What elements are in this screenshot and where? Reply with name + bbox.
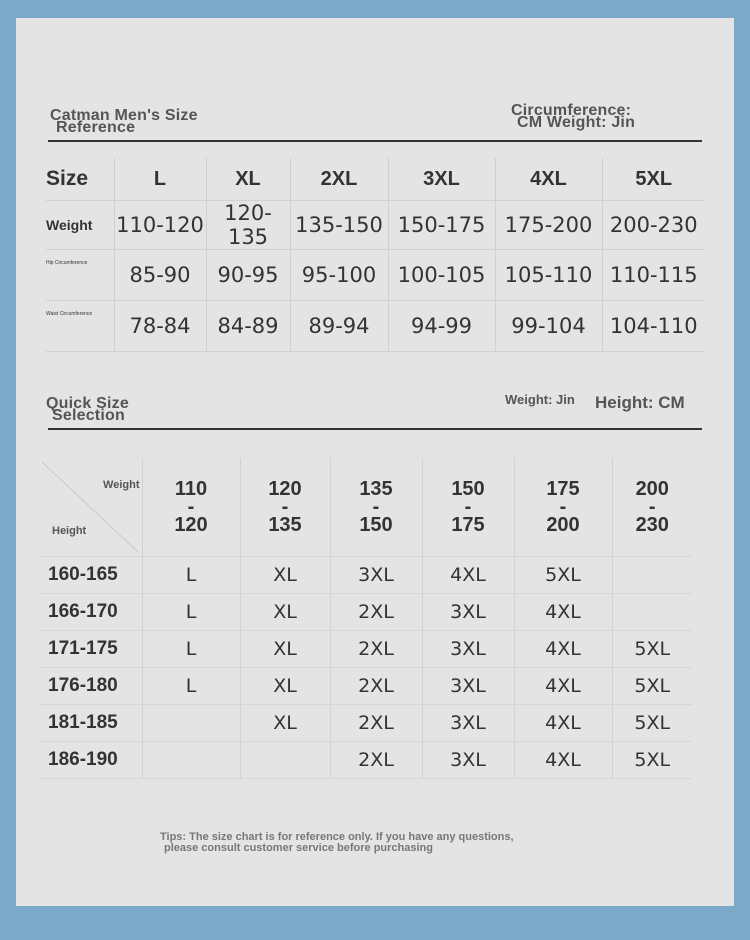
size-cell: 4XL <box>514 668 612 705</box>
size-cell: 4XL <box>422 557 514 594</box>
size-cell <box>612 557 692 594</box>
size-cell: XL <box>240 557 330 594</box>
reference-row-label: Weight <box>46 201 114 250</box>
weight-range-sep: - <box>464 496 472 518</box>
reference-row-label: Waist Circumference <box>46 301 114 352</box>
size-cell: 3XL <box>422 631 514 668</box>
size-cell: 5XL <box>612 631 692 668</box>
quick-unit-height: Height: CM <box>595 393 685 412</box>
reference-value: 99-104 <box>495 301 602 352</box>
weight-range-bottom: 200 <box>546 514 580 536</box>
weight-range-top: 150 <box>451 478 485 500</box>
weight-range-header <box>240 458 330 557</box>
reference-title: Catman Men's Size Reference <box>50 107 198 136</box>
quick-size-table <box>38 458 692 779</box>
size-cell: L <box>142 594 240 631</box>
weight-range-top: 110 <box>174 478 208 500</box>
reference-header-row <box>46 158 705 201</box>
quick-divider <box>48 428 702 430</box>
size-cell <box>240 742 330 779</box>
size-chart-card <box>16 18 734 906</box>
size-cell: XL <box>240 594 330 631</box>
quick-row <box>38 594 692 631</box>
quick-row <box>38 705 692 742</box>
size-cell: L <box>142 631 240 668</box>
size-header-4xl: 4XL <box>495 158 602 201</box>
reference-value: 78-84 <box>114 301 206 352</box>
size-cell: L <box>142 557 240 594</box>
reference-value: 150-175 <box>388 201 495 250</box>
size-cell: 5XL <box>514 557 612 594</box>
weight-range-header <box>142 458 240 557</box>
size-cell: L <box>142 668 240 705</box>
reference-value: 200-230 <box>602 201 705 250</box>
size-reference-table <box>46 158 705 352</box>
size-cell: 2XL <box>330 631 422 668</box>
size-header-3xl: 3XL <box>388 158 495 201</box>
quick-row <box>38 668 692 705</box>
reference-value: 135-150 <box>290 201 388 250</box>
size-header-5xl: 5XL <box>602 158 705 201</box>
size-cell: 3XL <box>422 742 514 779</box>
size-cell: XL <box>240 631 330 668</box>
size-cell: 2XL <box>330 668 422 705</box>
reference-divider <box>48 140 702 142</box>
reference-row <box>46 301 705 352</box>
size-cell: XL <box>240 668 330 705</box>
size-header-xl: XL <box>206 158 290 201</box>
quick-unit-weight: Weight: Jin <box>505 392 575 407</box>
size-cell: 2XL <box>330 594 422 631</box>
height-range-label: 176-180 <box>38 668 142 705</box>
size-cell: 5XL <box>612 668 692 705</box>
weight-range-header <box>514 458 612 557</box>
size-header-label: Size <box>46 158 114 201</box>
corner-weight-label: Weight <box>103 479 140 491</box>
size-cell <box>612 594 692 631</box>
size-cell: 4XL <box>514 742 612 779</box>
reference-value: 110-120 <box>114 201 206 250</box>
height-range-label: 186-190 <box>38 742 142 779</box>
height-range-label: 181-185 <box>38 705 142 742</box>
quick-row <box>38 742 692 779</box>
quick-row <box>38 557 692 594</box>
reference-value: 105-110 <box>495 250 602 301</box>
size-cell <box>142 705 240 742</box>
size-header-2xl: 2XL <box>290 158 388 201</box>
reference-value: 85-90 <box>114 250 206 301</box>
weight-range-sep: - <box>281 496 289 518</box>
weight-range-sep: - <box>648 496 656 518</box>
reference-value: 100-105 <box>388 250 495 301</box>
weight-range-bottom: 120 <box>174 514 208 536</box>
weight-range-bottom: 150 <box>359 514 393 536</box>
weight-range-bottom: 230 <box>635 514 669 536</box>
weight-range-top: 200 <box>635 478 669 500</box>
reference-row-label: Hip Circumference <box>46 250 114 301</box>
size-cell: 3XL <box>422 705 514 742</box>
reference-value: 84-89 <box>206 301 290 352</box>
size-cell <box>142 742 240 779</box>
reference-value: 104-110 <box>602 301 705 352</box>
height-range-label: 171-175 <box>38 631 142 668</box>
reference-value: 90-95 <box>206 250 290 301</box>
size-cell: 3XL <box>330 557 422 594</box>
weight-range-header <box>612 458 692 557</box>
size-cell: 5XL <box>612 742 692 779</box>
reference-row <box>46 201 705 250</box>
size-cell: 2XL <box>330 742 422 779</box>
size-cell: 4XL <box>514 705 612 742</box>
weight-range-sep: - <box>559 496 567 518</box>
corner-height-label: Height <box>52 525 87 537</box>
reference-row <box>46 250 705 301</box>
weight-range-top: 175 <box>546 478 580 500</box>
reference-value: 94-99 <box>388 301 495 352</box>
tips-note: Tips: The size chart is for reference only. If you have any questions, please consult customer service before purchasing <box>160 831 514 854</box>
weight-range-sep: - <box>187 496 195 518</box>
height-range-label: 160-165 <box>38 557 142 594</box>
size-cell: 2XL <box>330 705 422 742</box>
quick-header-row <box>38 458 692 557</box>
reference-value: 110-115 <box>602 250 705 301</box>
weight-range-sep: - <box>372 496 380 518</box>
reference-units: Circumference: CM Weight: Jin <box>511 102 636 131</box>
reference-value: 175-200 <box>495 201 602 250</box>
reference-value: 95-100 <box>290 250 388 301</box>
size-cell: 3XL <box>422 668 514 705</box>
reference-value: 89-94 <box>290 301 388 352</box>
weight-range-header <box>422 458 514 557</box>
height-range-label: 166-170 <box>38 594 142 631</box>
corner-cell <box>38 458 142 557</box>
size-cell: 5XL <box>612 705 692 742</box>
size-cell: XL <box>240 705 330 742</box>
weight-range-top: 120 <box>268 478 302 500</box>
weight-range-top: 135 <box>359 478 393 500</box>
corner-diagonal <box>38 458 142 556</box>
weight-range-bottom: 135 <box>268 514 302 536</box>
size-cell: 4XL <box>514 631 612 668</box>
size-cell: 4XL <box>514 594 612 631</box>
size-header-l: L <box>114 158 206 201</box>
quick-title: Quick Size Selection <box>46 395 129 424</box>
weight-range-header <box>330 458 422 557</box>
size-cell: 3XL <box>422 594 514 631</box>
quick-row <box>38 631 692 668</box>
reference-value: 120-135 <box>206 201 290 250</box>
weight-range-bottom: 175 <box>451 514 485 536</box>
